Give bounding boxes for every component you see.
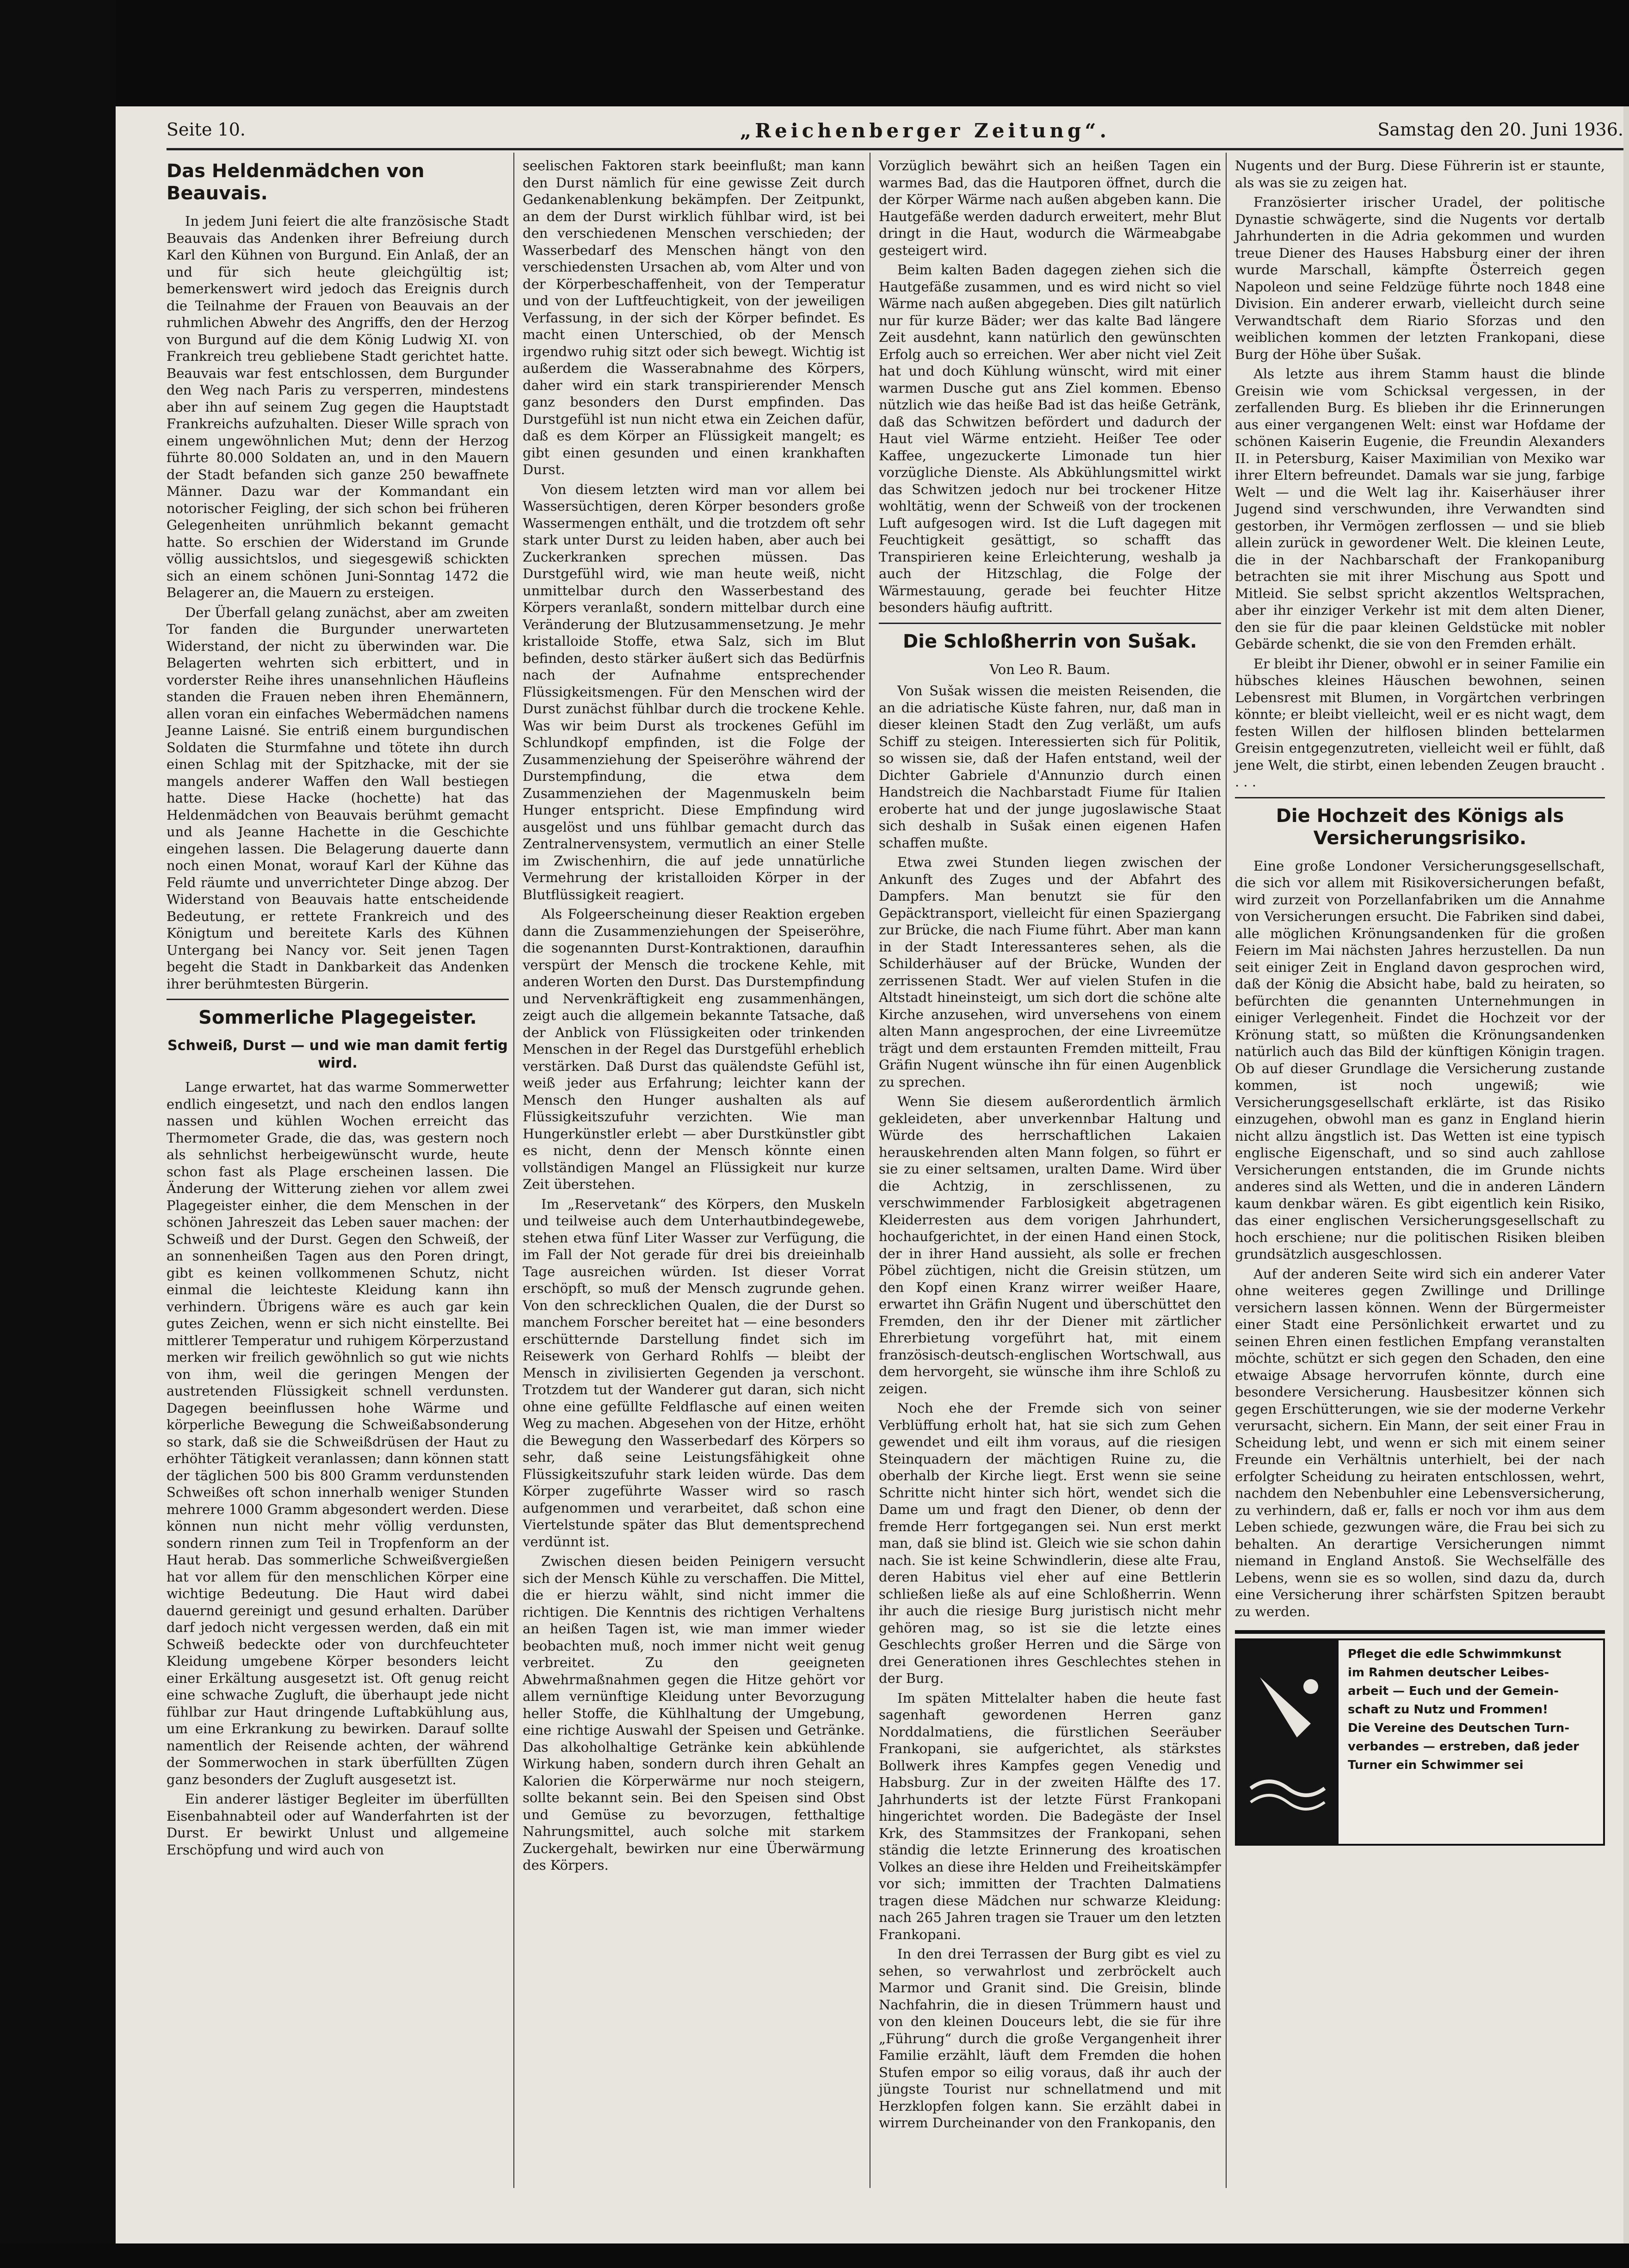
ad-line: Turner ein Schwimmer sei [1348, 1758, 1524, 1772]
paragraph: Wenn Sie diesem außerordentlich ärmlich gekleideten, aber unverkennbar Haltung und Würde des herrschaftlichen Lakaien herauskehrenden alten Mann folgen, so führt er sie zu einer seltsamen, uralten Dame. Wird über die Achtzig, in zerschlissenen, zu verschwimmender Farblosigkeit abgetragenen Kleiderresten aus dem vorigen Jahrhundert, hochaufgerichtet, in der einen Hand einen Stock, der in ihrer Hand aussieht, als solle er frechen Pöbel züchtigen, nicht die Greisin stützen, um den Kopf einen Kranz wirrer weißer Haare, erwartet ihn Gräfin Nugent und überschüttet den Fremden, den ihr der Diener mit zärtlicher Ehrerbietung vorgeführt hat, mit einem französisch-deutsch-englischen Wortschwall, aus dem hervorgeht, sie wünsche ihm ihre Schloß zu zeigen. [879, 1094, 1221, 1397]
paragraph: Französierter irischer Uradel, der politische Dynastie schwägerte, sind die Nugents vor dertalb Jahrhunderten in die Adria gekommen und wurden treue Diener des Hauses Habsburg einer der ihren wurde Marschall, kämpfte Österreich gegen Napoleon und seine Feldzüge führte noch 1848 eine Division. Ein anderer erwarb, vielleicht durch seine Verwandtschaft dem Riario Sforzas und den weiblichen kommen der letzten Frankopani, diese Burg der Höhe über Sušak. [1235, 194, 1605, 362]
article-title: Die Schloßherrin von Sušak. [903, 630, 1197, 652]
article-title: Sommerliche Plagegeister. [198, 1007, 477, 1028]
paragraph: Im „Reservetank“ des Körpers, den Muskeln und teilweise auch dem Unterhautbindegewebe, stehen etwa fünf Liter Wasser zur Verfügung, die im Fall der Not gerade für drei bis dreieinhalb Tage ausreichen würden. Ist dieser Vorrat erschöpft, so muß der Mensch zugrunde gehen. Von den schrecklichen Qualen, die der Durst so manchem Forscher bereitet hat — eine besonders erschütternde Darstellung findet sich im Reisewerk von Gerhard Rohlfs — bleibt der Mensch in zivilisierten Gegenden ja verschont. Trotzdem tut der Wanderer gut daran, sich nicht ohne eine gefüllte Feldflasche auf einen weiten Weg zu machen. Abgesehen von der Hitze, erhöht die Bewegung den Wasserbedarf des Körpers so sehr, daß seine Leistungsfähigkeit ohne Flüssigkeitszufuhr stark leiden würde. Das dem Körper zugeführte Wasser wird so rasch aufgenommen und verarbeitet, daß schon eine Viertelstunde später das Blut dementsprechend verdünnt ist. [523, 1196, 865, 1550]
ad-line: Pfleget die edle Schwimmkunst [1348, 1647, 1561, 1661]
newspaper-name: „Reichenberger Zeitung“. [740, 119, 1111, 142]
paragraph: Von Sušak wissen die meisten Reisenden, die an die adriatische Küste fahren, nur, daß man in dieser kleinen Stadt den Zug verläßt, um aufs Schiff zu steigen. Interessierten sich für Politik, so wissen sie, daß der Hafen entstand, weil der Dichter Gabriele d'Annunzio durch einen Handstreich die Nachbarstadt Fiume für Italien eroberte hat und der junge jugoslawische Staat sich deshalb in Sušak einen eigenen Hafen schaffen mußte. [879, 683, 1221, 851]
paragraph: Im späten Mittelalter haben die heute fast sagenhaft gewordenen Herren ganz Norddalmatiens, die fürstlichen Seeräuber Frankopani, sie aufgerichtet, als stärkstes Bollwerk ihres Kampfes gegen Venedig und Habsburg. Zur in der zweiten Hälfte des 17. Jahrhunderts ist der letzte Fürst Frankopani hingerichtet worden. Die Badegäste der Insel Krk, des Stammsitzes der Frankopani, sehen ständig die letzte Erinnerung des kroatischen Volkes an diese ihre Helden und Freiheitskämpfer vor sich; immitten der Trachten Dalmatiens tragen diese Mädchen nur schwarze Kleidung: nach 265 Jahren tragen sie Trauer um den letzten Frankopani. [879, 1690, 1221, 1942]
paragraph: Als Folgeerscheinung dieser Reaktion ergeben dann die Zusammenziehungen der Speiseröhre, die sogenannten Durst-Kontraktionen, daraufhin verspürt der Mensch die trockene Kehle, mit anderen Worten den Durst. Das Durstempfindung und Nervenkräftigkeit eng zusammenhängen, zeigt auch die allgemein bekannte Tatsache, daß der Anblick von Flüssigkeiten oder trinkenden Menschen in der Regel das Durstgefühl erheblich verstärken. Daß Durst das quälendste Gefühl ist, weiß jeder aus Erfahrung; leichter kann der Mensch den Hunger aushalten als auf Flüssigkeitszufuhr verzichten. Wie man Hungerkünstler erlebt — aber Durstkünstler gibt es nicht, denn der Mensch könnte einen vollständigen Mangel an Flüssigkeit nur kurze Zeit überstehen. [523, 906, 865, 1192]
paragraph: Der Überfall gelang zunächst, aber am zweiten Tor fanden die Burgunder unerwarteten Widerstand, der nicht zu überwinden war. Die Belagerten wehrten sich erbittert, und in vorderster Reihe ihres unansehnlichen Häufleins standen die Frauen neben ihren Ehemännern, allen voran ein einfaches Webermädchen namens Jeanne Laisné. Sie entriß einem burgundischen Soldaten die Sturmfahne und tötete ihn durch einen Schlag mit der Spitzhacke, mit der sie mangels anderer Waffen den Wall bestiegen hatte. Diese Hacke (hochette) hat das Heldenmädchen von Beauvais berühmt gemacht und als Jeanne Hachette in die Geschichte eingehen lassen. Die Belagerung dauerte dann noch einen Monat, worauf Karl der Kühne das Feld räumte und unverrichteter Dinge abzog. Der Widerstand von Beauvais hatte entscheidende Bedeutung, er rettete Frankreich und des Königtum und bereitete Karls des Kühnen Untergang bei Nancy vor. Seit jenen Tagen begeht die Stadt in Dankbarkeit das Andenken ihrer berühmtesten Bürgerin. [167, 604, 509, 992]
diver-icon [1241, 1668, 1334, 1816]
page-number: Seite 10. [167, 119, 246, 140]
column-4 [1235, 157, 1605, 1846]
article-rule [1235, 797, 1605, 798]
swimmer-illustration [1237, 1640, 1339, 1844]
scan-border-top [0, 0, 1629, 106]
column-rule [1226, 153, 1227, 2188]
paragraph: Beim kalten Baden dagegen ziehen sich die Hautgefäße zusammen, und es wird nicht so viel Wärme nach außen abgegeben. Dies gilt natürlich nur für kurze Bäder; wer das kalte Bad längere Zeit ausdehnt, kann natürlich den gewünschten Erfolg auch so erreichen. Wer aber nicht viel Zeit hat und doch Kühlung wünscht, wird mit einer warmen Dusche gut ans Ziel kommen. Ebenso nützlich wie das heiße Bad ist das heiße Getränk, daß das Schwitzen befördert und dadurch der Haut viel Wärme entzieht. Heißer Tee oder Kaffee, ungezuckerte Limonade tun hier vorzügliche Dienste. Als Abkühlungsmittel wirkt das Schwitzen jedoch nur bei trockener Hitze wohltätig, wenn der Schweiß von der trockenen Luft aufgesogen wird. Ist die Luft dagegen mit Feuchtigkeit gesättigt, so schafft das Transpirieren keine Erleichterung, weshalb ja auch der Hitzschlag, die Folge der Wärmestauung, gerade bei feuchter Hitze besonders häufig auftritt. [879, 262, 1221, 615]
scan-border-left [0, 0, 116, 2268]
paragraph: seelischen Faktoren stark beeinflußt; man kann den Durst nämlich für eine gewisse Zeit durch Gedankenablenkung bekämpfen. Der Zeitpunkt, an dem der Durst wirklich fühlbar wird, ist bei den verschiedenen Menschen verschieden; der Wasserbedarf des Menschen hängt von den verschiedensten Ursachen ab, vom Alter und von der Körperbeschaffenheit, von der Temperatur und von der Luftfeuchtigkeit, von der jeweiligen Verfassung, in der sich der Körper befindet. Es macht einen Unterschied, ob der Mensch irgendwo ruhig sitzt oder sich bewegt. Wichtig ist außerdem die Wasserabnahme des Körpers, daher wird ein stark transpirierender Mensch ganz besonders den Durst empfinden. Das Durstgefühl ist nun nicht etwa ein Zeichen dafür, daß es dem Körper an Flüssigkeit mangelt; es gibt einen gesunden und einen krankhaften Durst. [523, 158, 865, 477]
paragraph: Eine große Londoner Versicherungsgesellschaft, die sich vor allem mit Risikoversicherungen befaßt, wird zurzeit von Porzellanfabriken um die Annahme von Versicherungen ersucht. Die Fabriken sind dabei, alle möglichen Krönungsandenken für die großen Feiern im Mai nächsten Jahres herzustellen. Da nun seit einiger Zeit in England davon gesprochen wird, daß der König die Absicht habe, bald zu heiraten, so befürchten die genannten Unternehmungen in einiger Verlegenheit. Findet die Hochzeit vor der Krönung statt, so müßten die Krönungsandenken natürlich auch das Bild der künftigen Königin tragen. Ob auf dieser Grundlage die Versicherung zustande kommen, ist noch ungewiß; wie Versicherungsgesellschaft erklärte, ist das Risiko einzugehen, obwohl man es ganz in England hierin nicht allzu ängstlich ist. Das Wetten ist eine typisch englische Eigenschaft, und so sind auch zahllose Versicherungen entstanden, die im Grunde nichts anderes sind als Wetten, und die in anderen Ländern kaum denkbar wären. Es gibt eigentlich kein Risiko, das einer englischen Versicherungsgesellschaft zu hoch erschiene; nur die politischen Risiken bleiben grundsätzlich ausgeschlossen. [1235, 858, 1605, 1262]
article-rule [879, 623, 1221, 624]
paragraph: In den drei Terrassen der Burg gibt es viel zu sehen, so verwahrlost und zerbröckelt auch Marmor und Granit sind. Die Greisin, blinde Nachfahrin, die in diesen Trümmern haust und von den kleinen Douceurs lebt, die sie für ihre „Führung“ durch die große Vergangenheit ihrer Familie erzählt, läuft dem Fremden die hohen Stufen empor so eilig voraus, daß ihr auch der jüngste Tourist nur schnellatmend und mit Herzklopfen folgen kann. Sie erzählt dabei in wirrem Durcheinander von den Frankopanis, den [879, 1946, 1221, 2131]
paragraph: Als letzte aus ihrem Stamm haust die blinde Greisin wie vom Schicksal vergessen, in der zerfallenden Burg. Es blieben ihr die Erinnerungen aus einer vergangenen Welt: einst war Hofdame der schönen Kaiserin Eugenie, die Freundin Alexanders II. in Petersburg, Kaiser Maximilian von Mexiko war ihrer Eltern befreundet. Damals war sie jung, farbige Welt — und die Welt lag ihr. Kaiserhäuser ihrer Jugend sind verschwunden, ihre Verwandten sind gestorben, ihr Vermögen zerflossen — und sie blieb allein zurück in gewordener Welt. Die kleinen Leute, die in der Nachbarschaft der Frankopaniburg betrachten sie mit ihrer Mischung aus Spott und Mitleid. Sie selbst spricht akzentlos Weltsprachen, aber ihr einziger Verkehr ist mit dem alten Diener, den sie für die paar kleinen Geldstücke mit nobler Gebärde schenkt, die sie von den Fremden erhält. [1235, 366, 1605, 652]
ad-line: Die Vereine des Deutschen Turn- [1348, 1721, 1570, 1735]
column-2 [523, 157, 865, 1877]
paragraph: Ein anderer lästiger Begleiter im überfüllten Eisenbahnabteil oder auf Wanderfahrten ist der Durst. Er bewirkt Unlust und allgemeine Erschöpfung und wird auch von [167, 1791, 509, 1858]
article-title: Die Hochzeit des Königs als Versicherungsrisiko. [1276, 805, 1564, 849]
ad-line: arbeit — Euch und der Gemein- [1348, 1684, 1559, 1698]
issue-date: Samstag den 20. Juni 1936. [1377, 119, 1623, 140]
header-rule [167, 148, 1623, 150]
paragraph: Noch ehe der Fremde sich von seiner Verblüffung erholt hat, hat sie sich zum Gehen gewendet und eilt ihm voraus, auf die riesigen Steinquadern der mächtigen Ruine zu, die oberhalb der Kirche liegt. Erst wenn sie seine Schritte nicht hinter sich hört, wendet sich die Dame um und fragt den Diener, ob denn der fremde Herr fortgegangen sei. Nun erst merkt man, daß sie blind ist. Gleich wie sie schon dahin nach. Sie ist keine Schwindlerin, diese alte Frau, deren Habitus viel eher auf eine Bettlerin schließen ließe als auf eine Schloßherrin. Wenn ihr auch die riesige Burg juristisch nicht mehr gehören mag, so ist sie die letzte eines Geschlechts großer Herren und die Särge von drei Generationen ihres Geschlechtes stehen in der Burg. [879, 1400, 1221, 1686]
paragraph: Von diesem letzten wird man vor allem bei Wassersüchtigen, deren Körper besonders große Wassermengen enthält, und die trotzdem oft sehr stark unter Durst zu leiden haben, aber auch bei Zuckerkranken sprechen müssen. Das Durstgefühl wird, wie man heute weiß, nicht unmittelbar durch den Wasserbestand des Körpers veranlaßt, sondern mittelbar durch eine Veränderung der Blutzusammensetzung. Je mehr kristalloide Stoffe, etwa Salz, sich im Blut befinden, desto stärker äußert sich das Bedürfnis nach der Aufnahme entsprechender Flüssigkeitsmengen. Für den Menschen wird der Durst zunächst fühlbar durch die trockene Kehle. Was wir beim Durst als trockenes Gefühl im Schlundkopf empfinden, ist die Folge der Zusammenziehung der Speiseröhre während der Durstempfindung, die etwa dem Zusammenziehen der Magenmuskeln beim Hunger entspricht. Diese Empfindung wird ausgelöst und uns fühlbar gemacht durch das Zentralnervensystem, vermutlich an einer Stelle im Zwischenhirn, die auf jede unnatürliche Vermehrung der kristalloiden Körper in der Blutflüssigkeit reagiert. [523, 481, 865, 902]
article-subtitle: Schweiß, Durst — und wie man damit fertig wird. [167, 1038, 508, 1071]
paragraph: In jedem Juni feiert die alte französische Stadt Beauvais das Andenken ihrer Befreiung durch Karl den Kühnen von Burgund. Ein Anlaß, der an und für sich heute gleichgültig ist; bemerkenswert wird jedoch das Ereignis durch die Teilnahme der Frauen von Beauvais an der ruhmlichen Abwehr des Angriffs, den der Herzog von Burgund auf die dem König Ludwig XI. von Frankreich treu gebliebene Stadt gerichtet hatte. Beauvais war fest entschlossen, dem Burgunder den Weg nach Paris zu versperren, mindestens aber ihn auf seinem Zug gegen die Hauptstadt Frankreichs aufzuhalten. Dieser Wille sprach von einem ungewöhnlichen Mut; denn der Herzog führte 80.000 Soldaten an, und in den Mauern der Stadt befanden sich ganze 250 bewaffnete Männer. Dazu war der Kommandant ein notorischer Feigling, der sich schon bei früheren Gelegenheiten unrühmlich bekannt gemacht hatte. So erschien der Widerstand im Grunde völlig aussichtslos, und siegesgewiß schickten sich an einem schönen Juni-Sonntag 1472 die Belagerer an, die Mauern zu ersteigen. [167, 213, 509, 600]
article-title: Das Heldenmädchen von Beauvais. [167, 161, 425, 204]
newspaper-page [116, 106, 1623, 2243]
paragraph: Nugents und der Burg. Diese Führerin ist er staunte, als was sie zu zeigen hat. [1235, 158, 1605, 191]
paragraph: Zwischen diesen beiden Peinigern versucht sich der Mensch Kühle zu verschaffen. Die Mittel, die er hierzu wählt, sind nicht immer die richtigen. Die Kenntnis des richtigen Verhaltens an heißen Tagen ist, wie man immer wieder beobachten muß, noch immer nicht weit genug verbreitet. Zu den geeigneten Abwehrmaßnahmen gegen die Hitze gehört vor allem vernünftige Kleidung unter Bevorzugung heller Stoffe, die Kühlhaltung der Umgebung, eine richtige Auswahl der Speisen und Getränke. Das alkoholhaltige Getränke kein abkühlende Wirkung haben, sondern durch ihren Gehalt an Kalorien die Körperwärme nur noch steigern, sollte bekannt sein. Bei den Speisen sind Obst und Gemüse zu bevorzugen, fetthaltige Nahrungsmittel, auch solche mit starkem Zuckergehalt, bewirken nur eine Überwärmung des Körpers. [523, 1553, 865, 1873]
page-header [167, 119, 1623, 147]
ad-line: im Rahmen deutscher Leibes- [1348, 1666, 1549, 1680]
column-3 [879, 157, 1221, 2134]
article-rule [167, 999, 509, 1000]
paragraph: Er bleibt ihr Diener, obwohl er in seiner Familie ein hübsches kleines Häuschen bewohnen, seinen Lebensrest mit Blumen, in Vorgärtchen verbringen könnte; er bleibt vielleicht, weil er es nicht wagt, dem festen Willen der hilflosen blinden bettelarmen Greisin entgegenzutreten, vielleicht weil er fühlt, daß jene Welt, die stirbt, einen lebenden Zeugen braucht . . . . [1235, 655, 1605, 790]
ad-rule [1235, 1630, 1605, 1634]
scan-border-bottom [0, 2243, 1629, 2268]
ad-line: schaft zu Nutz und Frommen! [1348, 1703, 1548, 1717]
paragraph: Lange erwartet, hat das warme Sommerwetter endlich eingesetzt, und nach den endlos langen nassen und kühlen Wochen erreicht das Thermometer Grade, die das, was gestern noch als sehnlichst herbeigewünscht wurde, heute schon fast als Plage erscheinen lassen. Die Änderung der Witterung ziehen vor allem zwei Plagegeister einher, die dem Menschen in der schönen Jahreszeit das Leben sauer machen: der Schweiß und der Durst. Gegen den Schweiß, der an sonnenheißen Tagen aus den Poren dringt, gibt es keinen vollkommenen Schutz, nicht einmal die leichteste Kleidung kann ihn verhindern. Übrigens wäre es auch gar kein gutes Zeichen, wenn er sich nicht einstellte. Bei mittlerer Temperatur und ruhigem Körperzustand merken wir freilich gewöhnlich so gut wie nichts von ihm, weil die geringen Mengen der austretenden Flüssigkeit schnell verdunsten. Dagegen beeinflussen hohe Wärme und körperliche Bewegung die Schweißabsonderung so stark, daß sie die Schweißdrüsen der Haut zu erhöhter Tätigkeit veranlassen; dann können statt der täglichen 500 bis 800 Gramm verdunstenden Schweißes oft schon innerhalb weniger Stunden mehrere 1000 Gramm abgesondert werden. Diese können nun nicht mehr völlig verdunsten, sondern rinnen zum Teil in Tropfenform an der Haut herab. Das sommerliche Schweißvergießen hat vor allem für den menschlichen Körper eine wichtige Bedeutung. Die Haut wird dabei dauernd gereinigt und gesund erhalten. Darüber darf jedoch nicht vergessen werden, daß ein mit Schweiß bedeckte oder von durchfeuchteter Kleidung umgebene Körper besonders leicht einer Erkältung ausgesetzt ist. Oft genug reicht eine schwache Zugluft, die überhaupt jede nicht fühlbar zur Haut dringende Luftabkühlung aus, um eine Erkrankung zu bewirken. Darauf sollte namentlich der Reisende achten, der während der Sommerwochen in stark überfüllten Zügen ganz besonders der Zugluft ausgesetzt ist. [167, 1079, 509, 1787]
column-rule [513, 153, 514, 2188]
paragraph: Etwa zwei Stunden liegen zwischen der Ankunft des Zuges und der Abfahrt des Dampfers. Man benutzt sie für den Gepäcktransport, vielleicht für einen Spaziergang zur Brücke, die nach Fiume führt. Aber man kann in der Stadt Interessanteres sehen, als die Schilderhäuser auf der Brücke, Wunden der zerrissenen Stadt. Wer auf vielen Stufen in die Altstadt hineinsteigt, um sich dort die schöne alte Kirche anzusehen, wird unversehens von einem alten Mann angesprochen, der eine Livreemütze trägt und dem erstaunten Fremden mitteilt, Frau Gräfin Nugent wünsche ihn für einen Augenblick zu sprechen. [879, 854, 1221, 1090]
swimming-advertisement [1235, 1638, 1605, 1846]
ad-text [1348, 1645, 1598, 1774]
ad-line: verbandes — erstreben, daß jeder [1348, 1740, 1579, 1754]
article-byline: Von Leo R. Baum. [989, 661, 1111, 677]
column-1 [167, 157, 509, 1861]
paragraph: Auf der anderen Seite wird sich ein anderer Vater ohne weiteres gegen Zwillinge und Drillinge versichern lassen können. Wenn der Bürgermeister einer Stadt eine Persönlichkeit erwartet und zu seinen Ehren einen festlichen Empfang veranstalten möchte, schützt er sich gegen den Schaden, den eine etwaige Absage hervorrufen könnte, durch eine besondere Versicherung. Hausbesitzer können sich gegen Erschütterungen, wie sie der moderne Verkehr verursacht, sichern. Ein Mann, der seit einer Frau in Scheidung lebt, und wenn er sich mit einem seiner Freunde ein Verhältnis unterhielt, bei der nach erfolgter Scheidung zu heiraten entschlossen, wehrt, nachdem den Nebenbuhler eine Lebensversicherung, zu verhindern, daß er, falls er noch vor ihm aus dem Leben schiede, gezwungen wäre, die Frau bei sich zu behalten. An derartige Versicherungen nimmt niemand in England Anstoß. Sie Wechselfälle des Lebens, wenn sie es so wollen, sind dazu da, durch eine Versicherung ihrer schärfsten Spitzen beraubt zu werden. [1235, 1266, 1605, 1619]
paragraph: Vorzüglich bewährt sich an heißen Tagen ein warmes Bad, das die Hautporen öffnet, durch die der Körper Wärme nach außen abgeben kann. Die Hautgefäße werden dadurch erweitert, mehr Blut dringt in die Haut, wodurch die Wärmeabgabe gesteigert wird. [879, 158, 1221, 258]
